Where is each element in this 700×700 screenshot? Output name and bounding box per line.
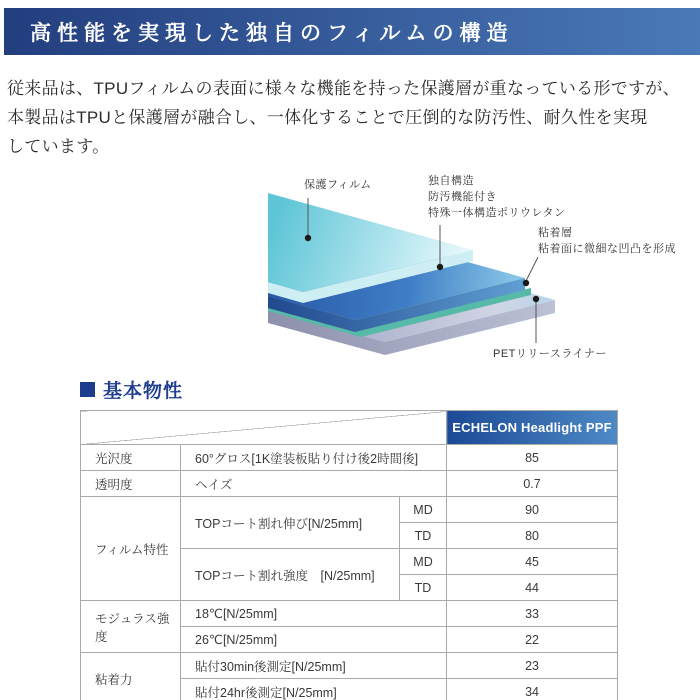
callout-dot-release-liner <box>533 296 539 302</box>
intro-line: 従来品は、TPUフィルムの表面に様々な機能を持った保護層が重なっている形ですが、 <box>7 79 680 98</box>
callout-dot-unique-structure <box>437 264 443 270</box>
label-adhesive: 粘着面に微細な凹凸を形成 <box>538 243 676 255</box>
cell-item: 貼付30min後測定[N/25mm] <box>181 653 447 679</box>
callout-line-adhesive <box>526 257 538 281</box>
label-unique-structure: 独自構造 <box>428 175 474 187</box>
cell-value: 45 <box>447 549 618 575</box>
table-corner-cell <box>81 411 447 445</box>
cell-direction: MD <box>400 549 447 575</box>
cell-value: 33 <box>447 601 618 627</box>
cell-item: 18℃[N/25mm] <box>181 601 447 627</box>
table-row <box>81 445 618 471</box>
label-unique-structure: 特殊一体構造ポリウレタン <box>428 207 566 219</box>
heading-square-icon <box>80 382 95 397</box>
label-release-liner: PETリリースライナー <box>493 348 608 360</box>
label-protective-film: 保護フィルム <box>304 179 372 191</box>
product-column-header: ECHELON Headlight PPF <box>447 411 618 445</box>
cell-value: 22 <box>447 627 618 653</box>
cell-item: 貼付24hr後測定[N/25mm] <box>181 679 447 700</box>
label-adhesive: 粘着層 <box>538 227 573 239</box>
cell-direction: TD <box>400 575 447 601</box>
intro-line: しています。 <box>7 137 110 156</box>
cell-category: フィルム特性 <box>81 497 181 601</box>
cell-value: 34 <box>447 679 618 700</box>
table-row <box>81 653 618 679</box>
cell-item: TOPコート割れ強度 [N/25mm] <box>181 549 400 601</box>
cell-value: 44 <box>447 575 618 601</box>
intro-line: 本製品はTPUと保護層が融合し、一体化することで圧倒的な防汚性、耐久性を実現 <box>7 108 648 127</box>
cell-value: 23 <box>447 653 618 679</box>
cell-value: 85 <box>447 445 618 471</box>
section-header-bar <box>4 8 700 55</box>
cell-item: TOPコート割れ伸び[N/25mm] <box>181 497 400 549</box>
cell-category: 光沢度 <box>81 445 181 471</box>
section-header-title: 高性能を実現した独自のフィルムの構造 <box>30 20 514 45</box>
callout-dot-protective-film <box>305 235 311 241</box>
cell-category: 透明度 <box>81 471 181 497</box>
cell-item: ヘイズ <box>181 471 447 497</box>
callout-dot-adhesive <box>523 280 529 286</box>
cell-category: モジュラス強度 <box>81 601 181 653</box>
cell-category: 粘着力 <box>81 653 181 700</box>
table-header-row <box>81 411 618 445</box>
basic-properties-heading <box>80 376 183 403</box>
intro-paragraph <box>7 74 697 161</box>
film-structure-diagram <box>200 165 690 371</box>
cell-direction: MD <box>400 497 447 523</box>
table-row <box>81 497 618 523</box>
cell-value: 90 <box>447 497 618 523</box>
basic-properties-table <box>80 410 618 700</box>
cell-item: 60°グロス[1K塗装板貼り付け後2時間後] <box>181 445 447 471</box>
heading-text: 基本物性 <box>103 381 184 402</box>
table-row <box>81 601 618 627</box>
cell-direction: TD <box>400 523 447 549</box>
label-unique-structure: 防汚機能付き <box>428 191 497 203</box>
table-row <box>81 471 618 497</box>
film-layers-illustration <box>200 165 690 371</box>
cell-value: 80 <box>447 523 618 549</box>
cell-value: 0.7 <box>447 471 618 497</box>
cell-item: 26℃[N/25mm] <box>181 627 447 653</box>
